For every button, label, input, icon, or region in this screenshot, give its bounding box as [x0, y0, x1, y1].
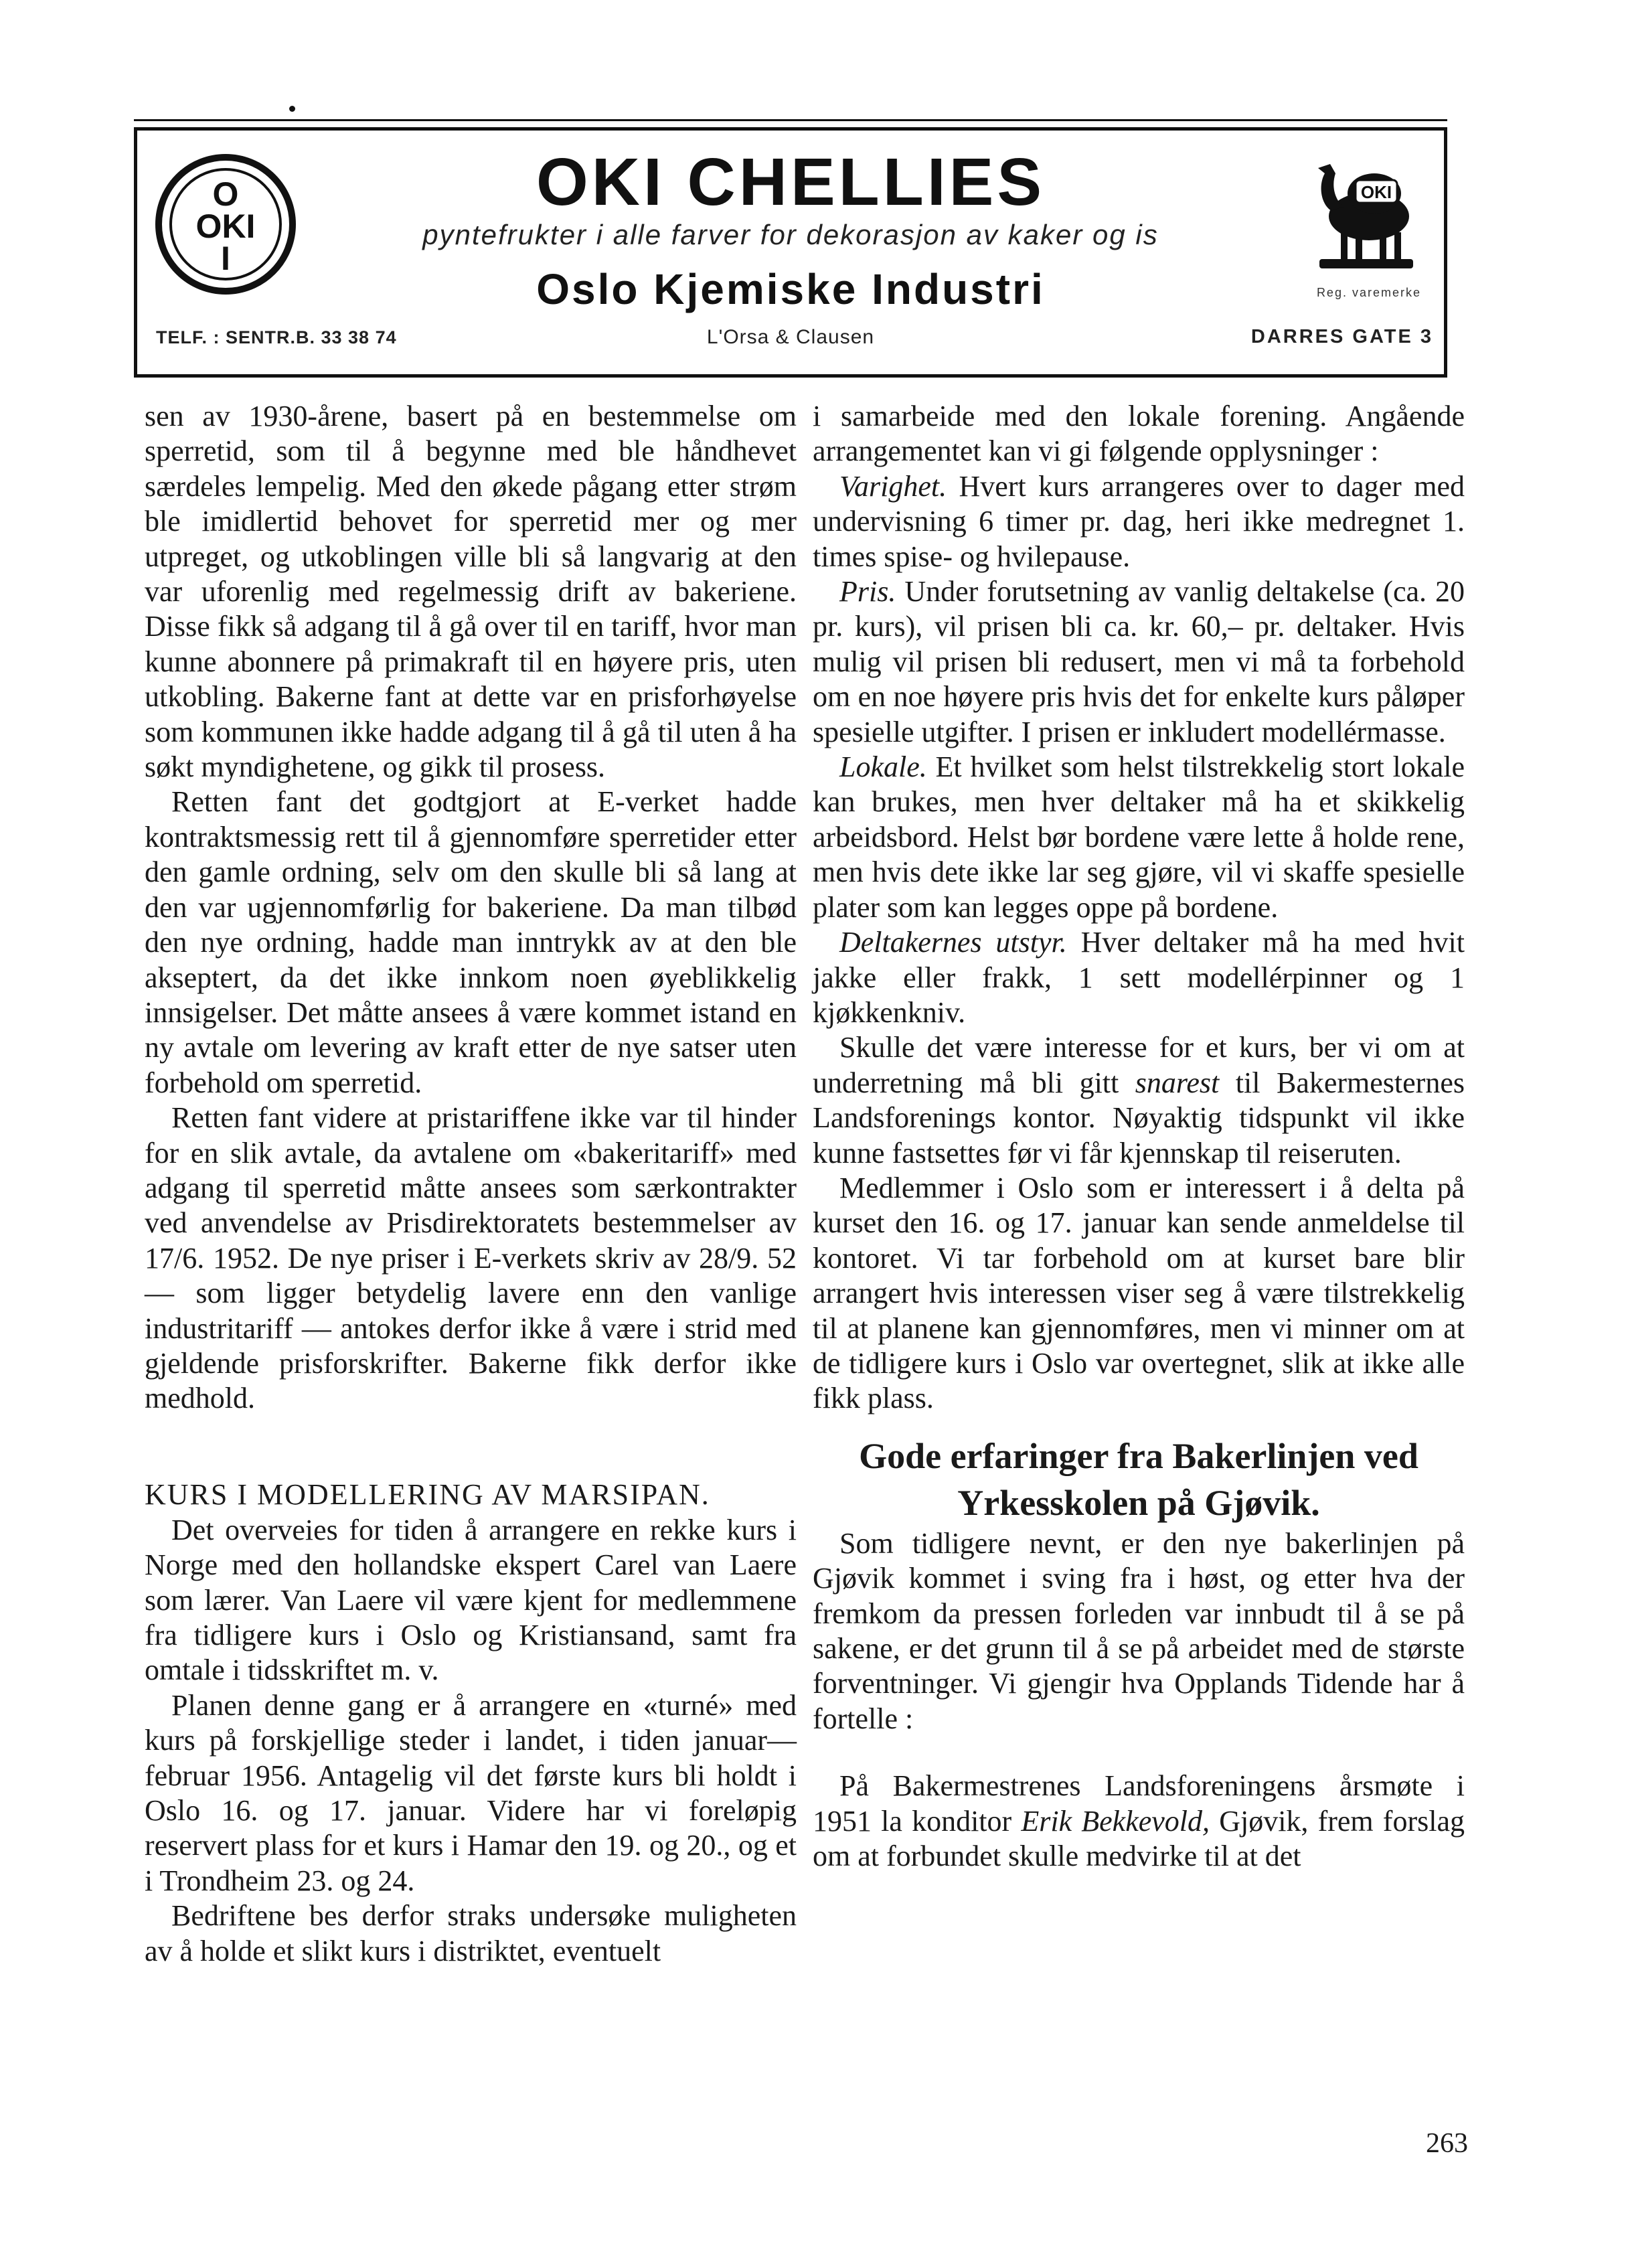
logo-letter-middle: OKI	[195, 208, 256, 245]
article-paragraph: Medlemmer i Oslo som er interessert i å delta på kurset den 16. og 17. januar kan sende anmeldelse til kontoret. Vi tar forbehold om at kurset bare blir arrangert hvis interessen viser seg å være tilstrekkelig til at planene kan gjennomføres, men vi minner om at de tidligere kurs i Oslo var overtegnet, slik at ikke alle fikk plass.	[813, 1171, 1465, 1415]
text-run: Gjøvik, frem forslag om at forbundet skulle medvirke til at det	[813, 1804, 1465, 1873]
article-paragraph: Planen denne gang er å arrangere en «turné» med kurs på forskjellige steder i landet, i tiden januar—februar 1956. Antagelig vil det første kurs bli holdt i Oslo 16. og 17. januar. Videre har vi foreløpig reservert plass for et kurs i Hamar den 19. og 20., og et i Trondheim 23. og 24.	[145, 1688, 797, 1897]
advertisement-trademark-note: Reg. varemerke	[1316, 286, 1421, 299]
article-paragraph: Bedriftene bes derfor straks undersøke muligheten av å holde et slikt kurs i distriktet, eventuelt	[145, 1899, 797, 1967]
advertisement-tagline: pyntefrukter i alle farver for dekorasjon av kaker og is	[422, 219, 1159, 250]
article-paragraph: Det overveies for tiden å arrangere en rekke kurs i Norge med den hollandske ekspert Carel van Laere som lærer. Van Laere vil være kjent for medlemmene fra tidligere kurs i Oslo og Kristiansand, samt fra omtale i tidsskriftet m. v.	[145, 1513, 797, 1687]
camel-trademark-icon	[1294, 144, 1428, 278]
course-detail-duration	[813, 469, 1465, 574]
article-paragraph: Som tidligere nevnt, er den nye bakerlinjen på Gjøvik kommet i sving fra i høst, og etter hva der fremkom da pressen forleden var innbudt til å se på sakene, er det grunn til å se på arbeidet med de største forventninger. Vi gjengir hva Opplands Tidende har å fortelle :	[813, 1526, 1465, 1735]
emphasis-name: Erik Bekkevold,	[1021, 1804, 1210, 1838]
detail-lead: Lokale.	[839, 750, 927, 784]
logo-letter-top: O	[212, 175, 239, 213]
advertisement-phone: TELF. : SENTR.B. 33 38 74	[156, 327, 397, 347]
stray-print-dot	[289, 106, 295, 112]
article-paragraph	[813, 1030, 1465, 1171]
left-column	[145, 399, 797, 1969]
course-detail-equipment	[813, 925, 1465, 1030]
article-title-gjovik: Gode erfaringer fra Bakerlinjen ved Yrkesskolen på Gjøvik.	[859, 1435, 1418, 1523]
text-run: På Bakermestrenes Landsforeningens årsmøte i 1951 la konditor	[813, 1769, 1465, 1838]
detail-text: Et hvilket som helst tilstrekkelig stort lokale kan brukes, men hver deltaker må ha et skikkelig arbeidsbord. Helst bør bordene være lette å holde rene, men hvis dete ikke lar seg gjøre, vil vi skaffe spesielle plater som kan legges oppe på bordene.	[813, 750, 1465, 924]
detail-text: Hver deltaker må ha med hvit jakke eller frakk, 1 sett modellérpinner og 1 kjøkkenkniv.	[813, 926, 1465, 1029]
detail-lead: Pris.	[839, 575, 896, 609]
course-detail-venue	[813, 750, 1465, 925]
section-heading-marsipan-course: KURS I MODELLERING AV MARSIPAN.	[145, 1477, 710, 1511]
article-paragraph: Retten fant det godtgjort at E-verket hadde kontraktsmessig rett til å gjennomføre sperretider etter den gamle ordning, selv om den skulle bli så lang at den var ugjennomførlig for bakeriene. Da man tilbød den nye ordning, hadde man inntrykk av at den ble akseptert, da det ikke innkom noen øyeblikkelig innsigelser. Det måtte ansees å være kommet istand en ny avtale om levering av kraft etter de nye satser uten forbehold om sperretid.	[145, 785, 797, 1099]
detail-lead: Varighet.	[839, 469, 947, 503]
right-column	[813, 399, 1465, 1874]
detail-lead: Deltakernes utstyr.	[839, 926, 1067, 959]
advertisement-owners: L'Orsa & Clausen	[706, 326, 875, 348]
advertisement-address: DARRES GATE 3	[1250, 326, 1433, 347]
detail-text: Under forutsetning av vanlig deltakelse (ca. 20 pr. kurs), vil prisen bli ca. kr. 60,– pr. deltaker. Hvis mulig vil prisen bli redusert, men vi må ta forbehold om en noe høyere pris hvis det for enkelte kurs påløper spesielle utgifter. I prisen er inkludert modellérmasse.	[813, 575, 1465, 748]
advertisement-company: Oslo Kjemiske Industri	[536, 265, 1045, 313]
article-paragraph: Retten fant videre at pristariffene ikke var til hinder for en slik avtale, da avtalene om «bakeritariff» med adgang til sperretid måtte ansees som særkontrakter ved anvendelse av Prisdirektoratets bestemmelser av 17/6. 1952. De nye priser i E-verkets skriv av 28/9. 52 — som ligger betydelig lavere enn den vanlige industritariff — antokes derfor ikke å være i strid med gjeldende prisforskrifter. Bakerne fikk derfor ikke medhold.	[145, 1101, 797, 1415]
detail-text: Hvert kurs arrangeres over to dager med undervisning 6 timer pr. dag, heri ikke medregnet 1. times spise- og hvilepause.	[813, 469, 1465, 573]
advertisement-brand: OKI CHELLIES	[536, 145, 1046, 220]
advertisement	[134, 127, 1447, 378]
camel-logo-text: OKI	[1360, 182, 1392, 202]
text-run: Skulle det være interesse for et kurs, ber vi om at underretning må bli gitt	[813, 1031, 1465, 1099]
emphasis-text: snarest	[1135, 1066, 1220, 1099]
page-number: 263	[1426, 2128, 1468, 2159]
article-paragraph: sen av 1930-årene, basert på en bestemmelse om sperretid, som til å begynne med ble håndhevet særdeles lempelig. Med den økede pågang etter strøm ble imidlertid behovet for sperretid mer og mer utpreget, og utkoblingen ville bli så langvarig at den var uforenlig med regelmessig drift av bakeriene. Disse fikk så adgang til å gå over til en tariff, hvor man kunne abonnere på primakraft til en høyere pris, uten utkobling. Bakerne fant at dette var en prisforhøyelse som kommunen ikke hadde adgang til å gå til uten å ha søkt myndighetene, og gikk til prosess.	[145, 400, 797, 784]
logo-letter-bottom: I	[221, 240, 230, 277]
text-run: til Bakermesternes Landsforenings kontor. Nøyaktig tidspunkt vil ikke kunne fastsettes før vi får kjennskap til reiseruten.	[813, 1066, 1465, 1169]
course-detail-price	[813, 574, 1465, 750]
article-paragraph	[813, 1769, 1465, 1874]
article-paragraph: i samarbeide med den lokale forening. Angående arrangementet kan vi gi følgende opplysninger :	[813, 400, 1465, 468]
advertisement-top-rule	[134, 119, 1447, 121]
